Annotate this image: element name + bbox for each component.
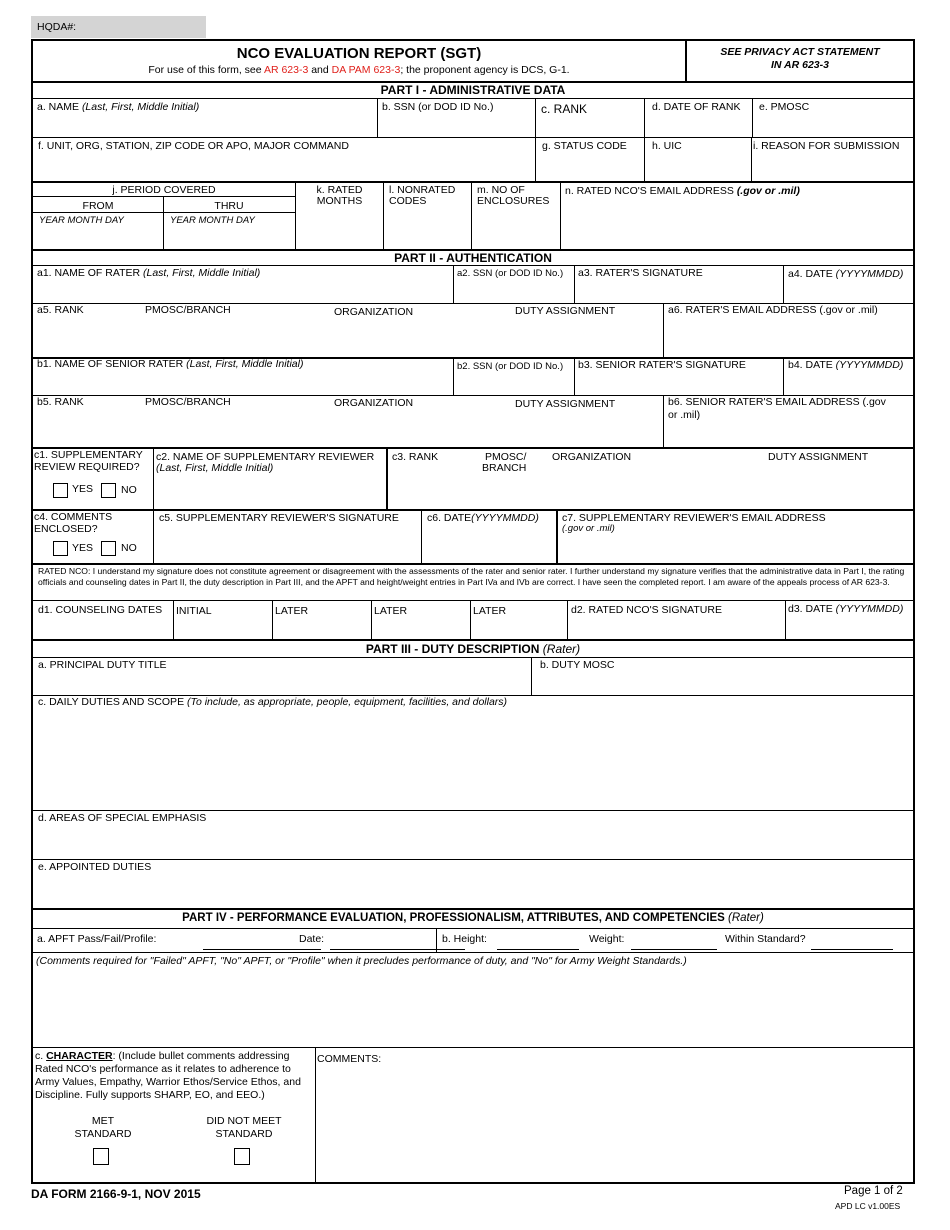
name-hint: (Last, First, Middle Initial) — [81, 101, 200, 113]
principal-duty-title-label: a. PRINCIPAL DUTY TITLE — [38, 659, 167, 671]
version-label: APD LC v1.00ES — [835, 1201, 901, 1211]
thru-date-field[interactable] — [164, 213, 295, 249]
rank-label: c. RANK — [541, 102, 588, 116]
uic-label: h. UIC — [652, 140, 682, 152]
from-label: FROM — [82, 200, 114, 212]
supplementary-review-label: c1. SUPPLEMENTARY — [34, 449, 143, 461]
character-text: : (Include bullet comments addressing Rated NCO's performance as it relates to adherence to Army Values, Empathy, Warrior Ethos/Service Ethos, and Discipline. Fully supports SHARP, EO, and EEO.) — [35, 1050, 301, 1101]
pmosc-field[interactable] — [753, 99, 913, 137]
height-label: b. Height: — [442, 933, 487, 945]
senior-rater-org-label: ORGANIZATION — [334, 397, 414, 409]
character-description — [35, 1050, 315, 1102]
senior-rater-name-text: b1. NAME OF SENIOR RATER — [37, 358, 184, 370]
da-pam-623-3-link[interactable]: DA PAM 623-3 — [331, 64, 401, 76]
no-label: NO — [121, 542, 137, 554]
part4-title: PART IV - PERFORMANCE EVALUATION, PROFESSIONALISM, ATTRIBUTES, AND COMPETENCIES — [182, 912, 725, 924]
rated-nco-email-field[interactable] — [561, 183, 913, 249]
name-label — [37, 101, 199, 113]
met-line-2: STANDARD — [74, 1128, 132, 1140]
senior-rater-rank-label: b5. RANK — [37, 396, 84, 408]
supplementary-date-label — [427, 512, 539, 524]
comments-no-checkbox[interactable] — [101, 541, 116, 556]
date-text: c6. DATE — [427, 512, 472, 524]
date-hint: (YYYYMMDD) — [471, 512, 539, 524]
name-field[interactable] — [33, 99, 377, 137]
ssn-label: b. SSN (or DOD ID No.) — [382, 101, 494, 113]
within-standard-label: Within Standard? — [725, 933, 806, 945]
nonrated-codes-field[interactable] — [384, 183, 471, 249]
senior-rater-signature-field[interactable] — [575, 358, 783, 395]
senior-rater-signature-label: b3. SENIOR RATER'S SIGNATURE — [578, 359, 746, 371]
senior-rater-date-label — [788, 359, 903, 371]
from-ymd-hint: YEAR MONTH DAY — [39, 215, 124, 226]
date-of-rank-field[interactable] — [645, 99, 752, 137]
appointed-duties-label: e. APPOINTED DUTIES — [38, 861, 152, 873]
principal-duty-title-field[interactable] — [33, 658, 531, 695]
rater-name-text: a1. NAME OF RATER — [37, 267, 141, 279]
subtitle-text: ; the proponent agency is DCS, G-1. — [400, 64, 570, 76]
divider — [33, 563, 913, 565]
rater-rank-label: a5. RANK — [37, 304, 84, 316]
part3-header — [33, 641, 913, 658]
yes-label: YES — [72, 542, 94, 554]
divider — [436, 929, 437, 952]
supplementary-reviewer-name-field[interactable] — [154, 449, 386, 509]
email-label-text: n. RATED NCO'S EMAIL ADDRESS — [565, 185, 734, 197]
counseling-initial-field[interactable] — [174, 601, 272, 639]
supplementary-org-label: ORGANIZATION — [552, 451, 632, 463]
date-hint: (YYYYMMDD) — [835, 268, 904, 280]
rated-nco-signature-field[interactable] — [568, 601, 785, 639]
senior-rater-name-label — [37, 358, 303, 370]
part3-hint: (Rater) — [542, 642, 581, 656]
daily-duties-label — [38, 696, 507, 708]
met-standard-label — [57, 1115, 149, 1141]
date-text: a4. DATE — [788, 268, 833, 280]
character-letter: c. — [35, 1050, 44, 1062]
part1-header: PART I - ADMINISTRATIVE DATA — [33, 83, 913, 99]
apft-label: a. APFT Pass/Fail/Profile: — [37, 933, 157, 945]
yes-label: YES — [72, 483, 94, 495]
rated-nco-statement: RATED NCO: I understand my signature does not constitute agreement or disagreement with the assessments of the rater and senior rater. I further understand my signature verifies that the administrative data in Part I, the rating officials and counseling dates in Part II, the duty description in Part III, and the APFT and height/weight entries in Part IVa and IVb are correct. I have seen the completed report. I am aware of the appeals process of AR 623-3. — [38, 566, 905, 587]
privacy-act-note — [687, 46, 913, 72]
hqda-field[interactable] — [31, 16, 206, 38]
part4-header — [33, 910, 913, 929]
rater-ssn-field[interactable] — [454, 266, 574, 303]
form-title: NCO EVALUATION REPORT (SGT) — [236, 45, 482, 62]
comments-label: COMMENTS: — [317, 1053, 382, 1065]
senior-rater-pmosc-label: PMOSC/BRANCH — [145, 396, 231, 408]
nonrated-codes-label-2: CODES — [389, 195, 427, 207]
title-block — [33, 41, 685, 81]
from-date-field[interactable] — [33, 213, 163, 249]
part4-hint: (Rater) — [728, 912, 764, 924]
no-label: NO — [121, 484, 137, 496]
rater-email-label: a6. RATER'S EMAIL ADDRESS (.gov or .mil) — [668, 304, 878, 316]
rater-name-label — [37, 267, 260, 279]
status-code-field[interactable] — [536, 138, 644, 181]
supplementary-date-field[interactable] — [422, 511, 556, 563]
ar-623-3-link[interactable]: AR 623-3 — [263, 64, 309, 76]
rated-nco-date-field[interactable] — [786, 601, 913, 639]
senior-rater-duty-label: DUTY ASSIGNMENT — [515, 398, 616, 410]
daily-duties-field[interactable] — [33, 696, 913, 810]
notmet-line-2: STANDARD — [215, 1128, 273, 1140]
notmet-line-1: DID NOT MEET — [206, 1115, 282, 1127]
rater-name-field[interactable] — [33, 266, 453, 303]
rated-months-label-2: MONTHS — [316, 195, 363, 207]
supplementary-rank-label: c3. RANK — [392, 451, 439, 463]
rater-signature-label: a3. RATER'S SIGNATURE — [578, 267, 703, 279]
form-subtitle — [33, 64, 685, 76]
later-label: LATER — [275, 605, 309, 617]
date-text: d3. DATE — [788, 603, 833, 615]
date-of-rank-label: d. DATE OF RANK — [652, 101, 741, 113]
supplementary-review-label-2: REVIEW REQUIRED? — [34, 461, 140, 473]
part3-title: PART III - DUTY DESCRIPTION — [365, 642, 540, 656]
senior-rater-ssn-field[interactable] — [454, 358, 574, 395]
initial-label: INITIAL — [176, 605, 212, 617]
character-title: CHARACTER — [46, 1050, 113, 1062]
supplementary-signature-label: c5. SUPPLEMENTARY REVIEWER'S SIGNATURE — [159, 512, 399, 524]
subtitle-text: and — [308, 64, 332, 76]
senior-rater-ssn-label: b2. SSN (or DOD ID No.) — [457, 361, 564, 372]
page-number: Page 1 of 2 — [844, 1185, 903, 1197]
supplementary-email-field[interactable] — [558, 511, 913, 563]
appointed-duties-field[interactable] — [33, 860, 913, 908]
comments-enclosed-field — [33, 511, 153, 563]
enclosures-label-2: ENCLOSURES — [477, 195, 550, 207]
status-code-label: g. STATUS CODE — [542, 140, 627, 152]
apft-comments-field[interactable] — [33, 953, 913, 1047]
duty-mosc-field[interactable] — [532, 658, 913, 695]
met-standard-checkbox[interactable] — [93, 1148, 109, 1165]
date-text: b4. DATE — [788, 359, 833, 371]
within-standard-input[interactable] — [811, 949, 893, 950]
apft-date-label: Date: — [299, 933, 325, 945]
unit-label: f. UNIT, ORG, STATION, ZIP CODE OR APO, MAJOR COMMAND — [38, 140, 349, 152]
did-not-meet-label — [189, 1115, 299, 1141]
rated-months-label: k. RATED — [316, 184, 363, 196]
later-label: LATER — [473, 605, 507, 617]
enclosures-field[interactable] — [472, 183, 560, 249]
supplementary-pmosc-label: PMOSC/ — [485, 451, 527, 463]
duty-mosc-label: b. DUTY MOSC — [540, 659, 615, 671]
daily-duties-hint: (To include, as appropriate, people, equipment, facilities, and dollars) — [187, 696, 508, 708]
unit-field[interactable] — [33, 138, 535, 181]
senior-rater-details-field[interactable] — [33, 396, 663, 447]
supplementary-signature-field[interactable] — [154, 511, 421, 563]
senior-rater-email-label: b6. SENIOR RATER'S EMAIL ADDRESS (.gov — [668, 396, 886, 408]
senior-rater-name-field[interactable] — [33, 358, 453, 395]
counseling-dates-label: d1. COUNSELING DATES — [38, 604, 163, 616]
counseling-later-3-field[interactable] — [471, 601, 567, 639]
supplementary-reviewer-details-field[interactable] — [388, 449, 913, 509]
senior-rater-email-label-2: or .mil) — [668, 409, 701, 421]
reason-label: i. REASON FOR SUBMISSION — [753, 140, 900, 152]
did-not-meet-checkbox[interactable] — [234, 1148, 250, 1165]
reason-field[interactable] — [752, 138, 913, 181]
supplementary-review-field — [33, 449, 153, 509]
supplementary-email-label: c7. SUPPLEMENTARY REVIEWER'S EMAIL ADDRESS — [562, 512, 826, 524]
rater-ssn-label: a2. SSN (or DOD ID No.) — [457, 268, 564, 279]
subtitle-text: For use of this form, see — [148, 64, 264, 76]
counseling-dates-field — [33, 601, 173, 639]
supplementary-email-hint — [562, 523, 615, 535]
divider — [33, 196, 295, 197]
comments-enclosed-label-2: ENCLOSED? — [34, 523, 98, 535]
form-number: DA FORM 2166-9-1, NOV 2015 — [31, 1187, 201, 1201]
supplementary-reviewer-name-hint — [156, 462, 273, 474]
met-line-1: MET — [91, 1115, 115, 1127]
counseling-later-1-field[interactable] — [273, 601, 371, 639]
special-emphasis-field[interactable] — [33, 811, 913, 859]
comments-required-text: (Comments required for "Failed" APFT, "No" APFT, or "Profile" when it precludes performance of duty, and "No" for Army Weight Standards.) — [36, 955, 687, 967]
daily-duties-text: c. DAILY DUTIES AND SCOPE — [38, 696, 185, 708]
email-hint: (.gov or .mil) — [562, 523, 615, 534]
thru-ymd-hint: YEAR MONTH DAY — [170, 215, 255, 226]
pmosc-label: e. PMOSC — [759, 101, 810, 113]
date-hint: (YYYYMMDD) — [835, 359, 904, 371]
weight-input[interactable] — [631, 949, 717, 950]
apft-input[interactable] — [203, 949, 321, 950]
name-hint: (Last, First, Middle Initial) — [156, 462, 274, 474]
supplementary-reviewer-name-label: c2. NAME OF SUPPLEMENTARY REVIEWER — [156, 451, 375, 463]
thru-label: THRU — [214, 200, 244, 212]
rater-org-label: ORGANIZATION — [334, 306, 414, 318]
part2-header: PART II - AUTHENTICATION — [33, 251, 913, 266]
rater-name-hint: (Last, First, Middle Initial) — [143, 267, 261, 279]
senior-rater-email-field[interactable] — [664, 396, 913, 447]
rated-months-field[interactable] — [296, 183, 383, 249]
enclosures-label: m. NO OF — [477, 184, 525, 196]
apft-comments-hint — [36, 955, 687, 967]
senior-rater-name-hint: (Last, First, Middle Initial) — [186, 358, 304, 370]
email-hint: (.gov or .mil) — [736, 185, 800, 197]
rater-signature-field[interactable] — [575, 266, 783, 303]
rank-field[interactable] — [536, 99, 644, 137]
later-label: LATER — [374, 605, 408, 617]
weight-label: Weight: — [589, 933, 625, 945]
rated-nco-email-label — [565, 185, 800, 197]
rater-pmosc-label: PMOSC/BRANCH — [145, 304, 231, 316]
rater-details-field[interactable] — [33, 304, 663, 357]
character-comments-field[interactable] — [316, 1048, 913, 1182]
name-label-text: a. NAME — [37, 101, 80, 113]
ssn-field[interactable] — [378, 99, 535, 137]
nonrated-codes-label: l. NONRATED — [389, 184, 456, 196]
supplementary-no-checkbox[interactable] — [101, 483, 116, 498]
special-emphasis-label: d. AREAS OF SPECIAL EMPHASIS — [38, 812, 207, 824]
comments-enclosed-label: c4. COMMENTS — [34, 511, 113, 523]
supplementary-duty-label: DUTY ASSIGNMENT — [768, 451, 869, 463]
rater-email-field[interactable] — [664, 304, 913, 357]
uic-field[interactable] — [645, 138, 751, 181]
senior-rater-date-field[interactable] — [784, 358, 913, 395]
height-input[interactable] — [497, 949, 579, 950]
privacy-line-1: SEE PRIVACY ACT STATEMENT — [720, 46, 880, 58]
privacy-line-2: IN AR 623-3 — [771, 59, 829, 71]
counseling-later-2-field[interactable] — [372, 601, 470, 639]
rater-date-label — [788, 268, 903, 280]
supplementary-yes-checkbox[interactable] — [53, 483, 68, 498]
comments-yes-checkbox[interactable] — [53, 541, 68, 556]
hqda-label: HQDA#: — [37, 21, 77, 33]
supplementary-pmosc-label-2: BRANCH — [482, 462, 527, 474]
rater-date-field[interactable] — [784, 266, 913, 303]
apft-row — [33, 929, 913, 952]
period-covered-label: j. PERIOD COVERED — [112, 184, 216, 196]
rated-nco-signature-label: d2. RATED NCO'S SIGNATURE — [571, 604, 722, 616]
rater-duty-label: DUTY ASSIGNMENT — [515, 305, 616, 317]
apft-date-input[interactable] — [330, 949, 465, 950]
rated-nco-date-label — [788, 603, 903, 615]
date-hint: (YYYYMMDD) — [835, 603, 904, 615]
